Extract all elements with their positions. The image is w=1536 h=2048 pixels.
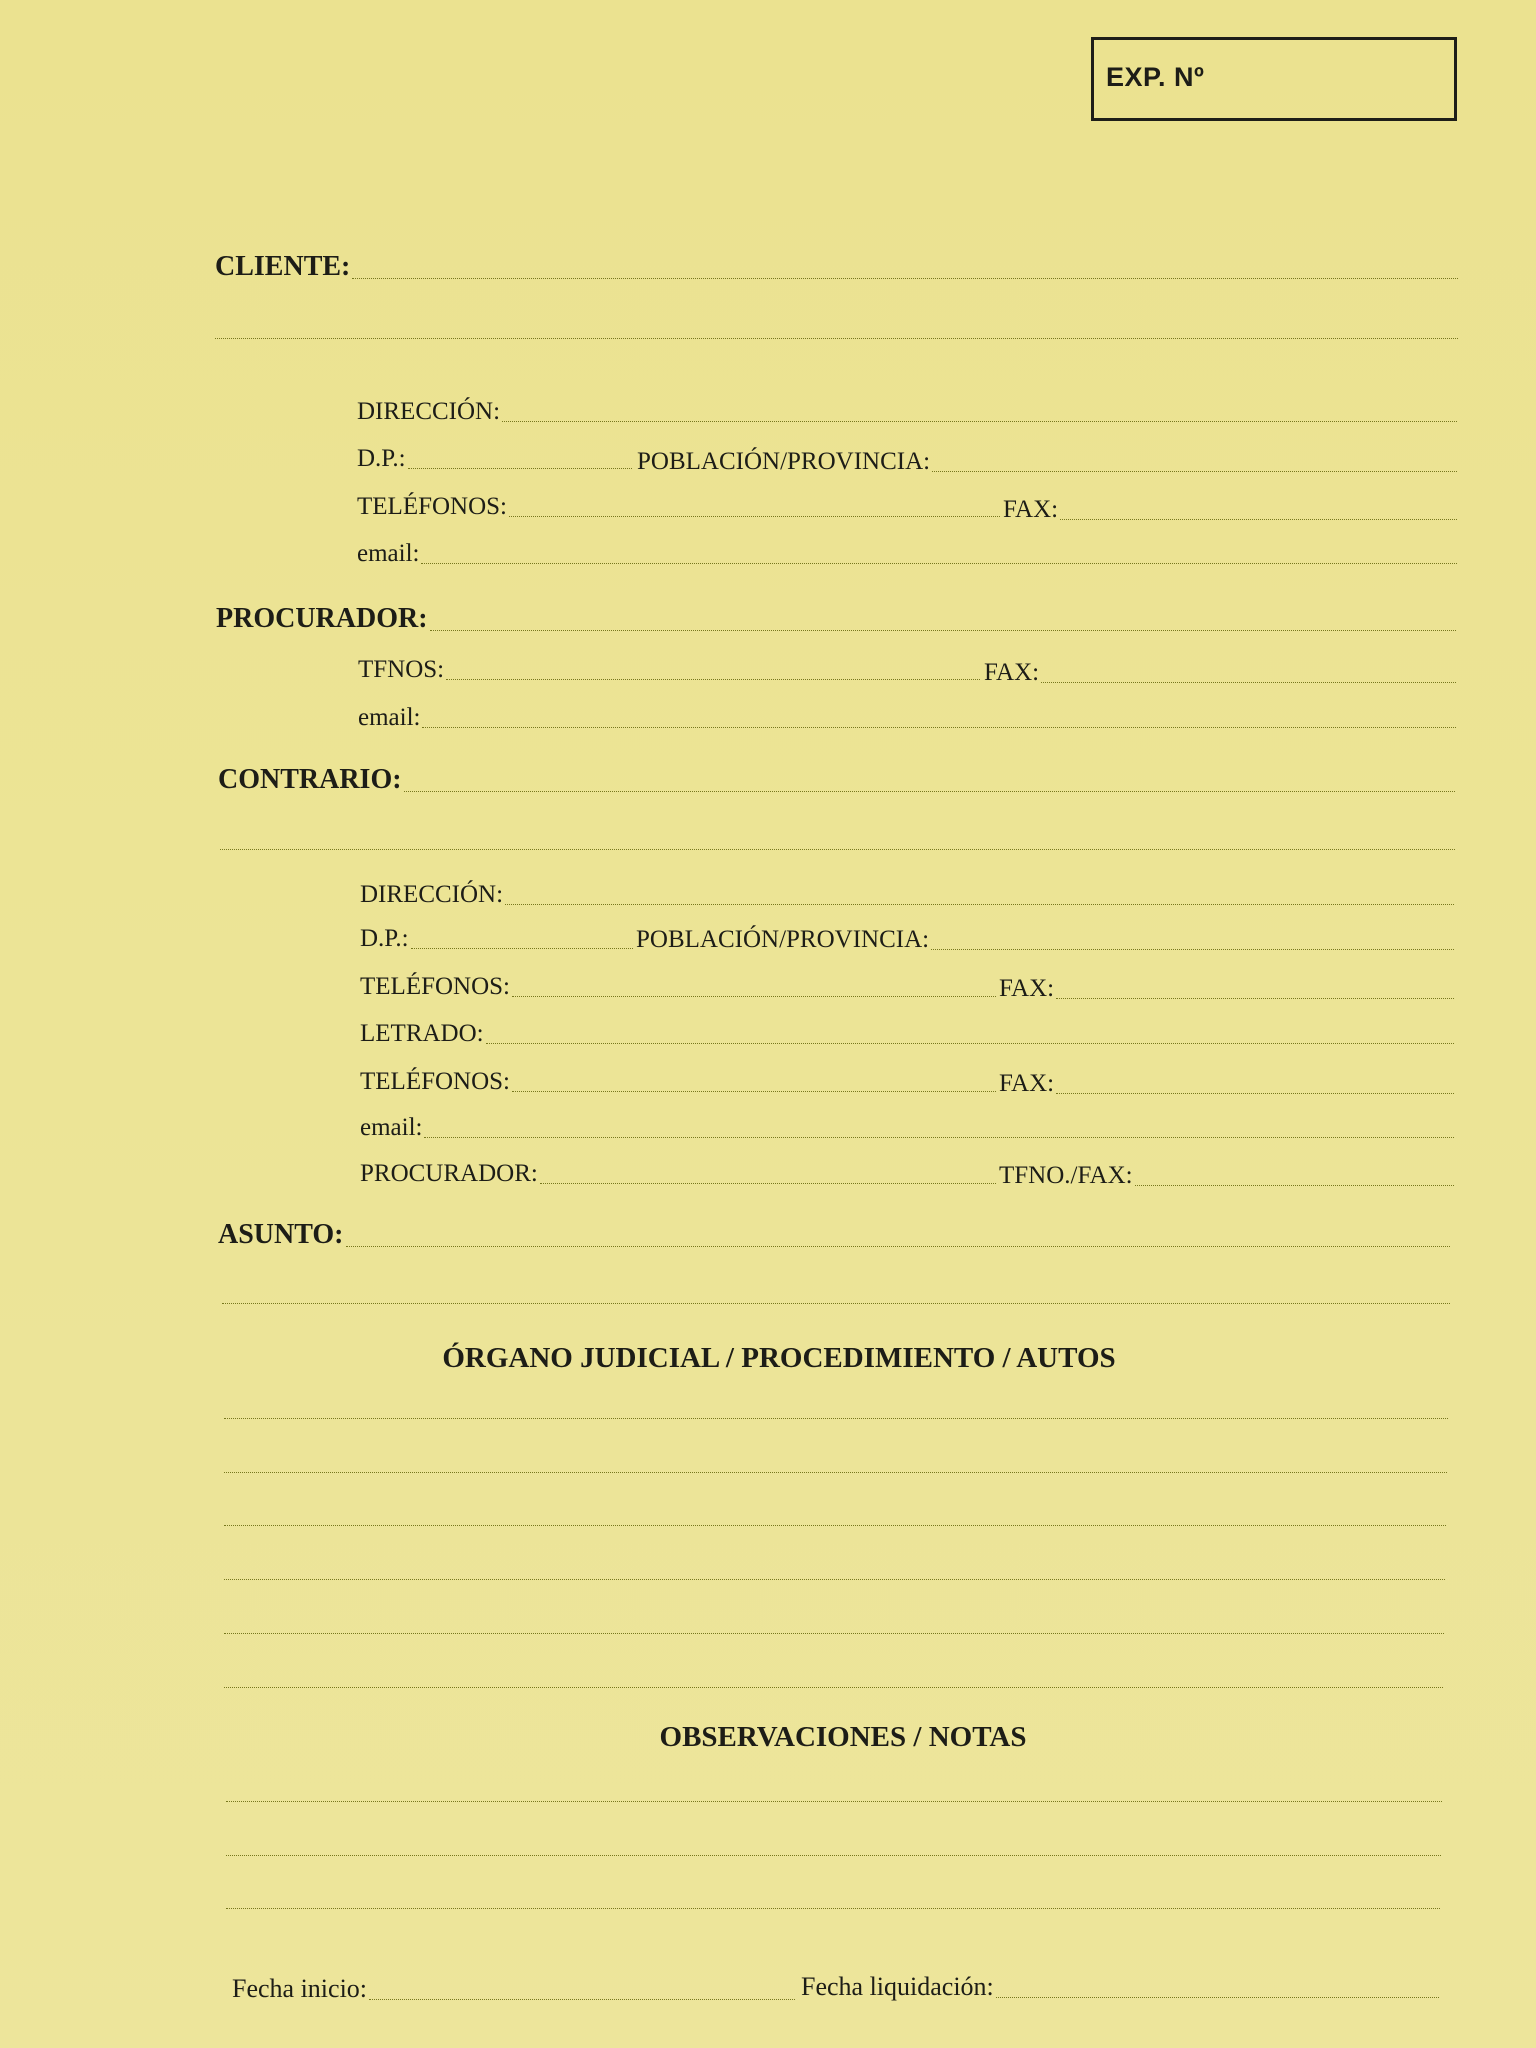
contrario-direccion-line — [505, 904, 1454, 905]
contrario-field[interactable] — [218, 760, 1455, 800]
contrario-tfno-fax-label: TFNO./FAX: — [999, 1162, 1133, 1189]
procurador-email-line — [422, 727, 1456, 728]
organo-line-2[interactable] — [224, 1472, 1447, 1473]
procurador-fax-field[interactable] — [984, 651, 1456, 691]
contrario-dp-line — [411, 948, 633, 949]
cliente-telefonos-line — [509, 516, 1000, 517]
contrario-dp-label: D.P.: — [360, 925, 409, 952]
contrario-fax-field[interactable] — [999, 967, 1454, 1007]
cliente-direccion-label: DIRECCIÓN: — [357, 398, 501, 425]
cliente-email-label: email: — [357, 540, 420, 567]
cliente-dp-label: D.P.: — [357, 445, 406, 472]
procurador-tfnos-label: TFNOS: — [358, 656, 445, 683]
cliente-extra-line[interactable] — [215, 338, 1458, 339]
fecha-liquidacion-line — [996, 1997, 1439, 1998]
organo-line-6[interactable] — [224, 1687, 1443, 1688]
contrario-fax-label: FAX: — [999, 975, 1055, 1002]
contrario-letrado-telefonos-line — [512, 1091, 996, 1092]
contrario-procurador-line — [540, 1183, 996, 1184]
cliente-direccion-field[interactable] — [357, 390, 1457, 430]
contrario-letrado-field[interactable] — [360, 1012, 1454, 1052]
organo-line-1[interactable] — [224, 1418, 1448, 1419]
cliente-field[interactable] — [215, 247, 1458, 287]
organo-line-5[interactable] — [224, 1633, 1444, 1634]
asunto-extra-line[interactable] — [222, 1303, 1450, 1304]
contrario-letrado-fax-field[interactable] — [999, 1062, 1454, 1102]
observaciones-line-1[interactable] — [226, 1801, 1442, 1802]
procurador-field[interactable] — [216, 599, 1456, 639]
contrario-letrado-fax-label: FAX: — [999, 1070, 1055, 1097]
observaciones-line-3[interactable] — [226, 1908, 1440, 1909]
contrario-fax-line — [1056, 998, 1454, 999]
procurador-email-field[interactable] — [358, 696, 1456, 736]
cliente-telefonos-field[interactable] — [357, 485, 1000, 525]
contrario-letrado-line — [486, 1043, 1454, 1044]
contrario-telefonos-field[interactable] — [360, 965, 996, 1005]
procurador-tfnos-line — [446, 679, 980, 680]
fecha-liquidacion-field[interactable] — [801, 1966, 1439, 2006]
cliente-fax-label: FAX: — [1003, 496, 1059, 523]
organo-line-4[interactable] — [224, 1579, 1445, 1580]
contrario-letrado-label: LETRADO: — [360, 1020, 484, 1047]
contrario-email-line — [424, 1137, 1454, 1138]
asunto-line — [346, 1246, 1450, 1247]
cliente-email-line — [421, 563, 1457, 564]
contrario-direccion-field[interactable] — [360, 873, 1454, 913]
procurador-fax-label: FAX: — [984, 659, 1040, 686]
cliente-poblacion-line — [932, 471, 1457, 472]
contrario-poblacion-line — [931, 949, 1454, 950]
cliente-poblacion-field[interactable] — [637, 440, 1457, 480]
expediente-number-box[interactable] — [1091, 37, 1457, 121]
fecha-liquidacion-label: Fecha liquidación: — [801, 1972, 994, 2001]
cliente-line — [352, 278, 1458, 279]
cliente-fax-line — [1060, 519, 1457, 520]
cliente-dp-line — [408, 468, 632, 469]
cliente-email-field[interactable] — [357, 532, 1457, 572]
contrario-telefonos-label: TELÉFONOS: — [360, 973, 510, 1000]
fecha-inicio-label: Fecha inicio: — [232, 1974, 368, 2003]
contrario-label: CONTRARIO: — [218, 764, 402, 795]
procurador-label: PROCURADOR: — [216, 603, 428, 634]
cliente-poblacion-label: POBLACIÓN/PROVINCIA: — [637, 448, 931, 475]
contrario-letrado-telefonos-label: TELÉFONOS: — [360, 1068, 510, 1095]
cliente-direccion-line — [502, 421, 1457, 422]
cliente-dp-field[interactable] — [357, 437, 632, 477]
procurador-fax-line — [1041, 682, 1456, 683]
cliente-label: CLIENTE: — [215, 251, 351, 282]
cliente-fax-field[interactable] — [1003, 488, 1457, 528]
contrario-direccion-label: DIRECCIÓN: — [360, 881, 504, 908]
cliente-telefonos-label: TELÉFONOS: — [357, 493, 507, 520]
fecha-inicio-field[interactable] — [232, 1968, 795, 2008]
contrario-line — [404, 791, 1455, 792]
organo-line-3[interactable] — [224, 1525, 1446, 1526]
contrario-telefonos-line — [512, 996, 996, 997]
contrario-procurador-field[interactable] — [360, 1152, 996, 1192]
contrario-tfno-fax-field[interactable] — [999, 1154, 1454, 1194]
asunto-field[interactable] — [218, 1215, 1450, 1255]
contrario-email-label: email: — [360, 1114, 423, 1141]
expediente-label: EXP. Nº — [1106, 62, 1205, 92]
procurador-email-label: email: — [358, 704, 421, 731]
contrario-poblacion-field[interactable] — [636, 918, 1454, 958]
asunto-label: ASUNTO: — [218, 1219, 344, 1250]
contrario-email-field[interactable] — [360, 1106, 1454, 1146]
contrario-letrado-fax-line — [1056, 1093, 1454, 1094]
contrario-extra-line[interactable] — [220, 849, 1455, 850]
observaciones-line-2[interactable] — [226, 1855, 1441, 1856]
procurador-tfnos-field[interactable] — [358, 648, 980, 688]
contrario-letrado-telefonos-field[interactable] — [360, 1060, 996, 1100]
contrario-poblacion-label: POBLACIÓN/PROVINCIA: — [636, 926, 930, 953]
contrario-dp-field[interactable] — [360, 917, 633, 957]
procurador-line — [430, 630, 1456, 631]
organo-heading: ÓRGANO JUDICIAL / PROCEDIMIENTO / AUTOS — [442, 1342, 1116, 1374]
contrario-tfno-fax-line — [1135, 1185, 1454, 1186]
contrario-procurador-label: PROCURADOR: — [360, 1160, 538, 1187]
fecha-inicio-line — [369, 1999, 795, 2000]
observaciones-heading: OBSERVACIONES / NOTAS — [659, 1721, 1027, 1753]
